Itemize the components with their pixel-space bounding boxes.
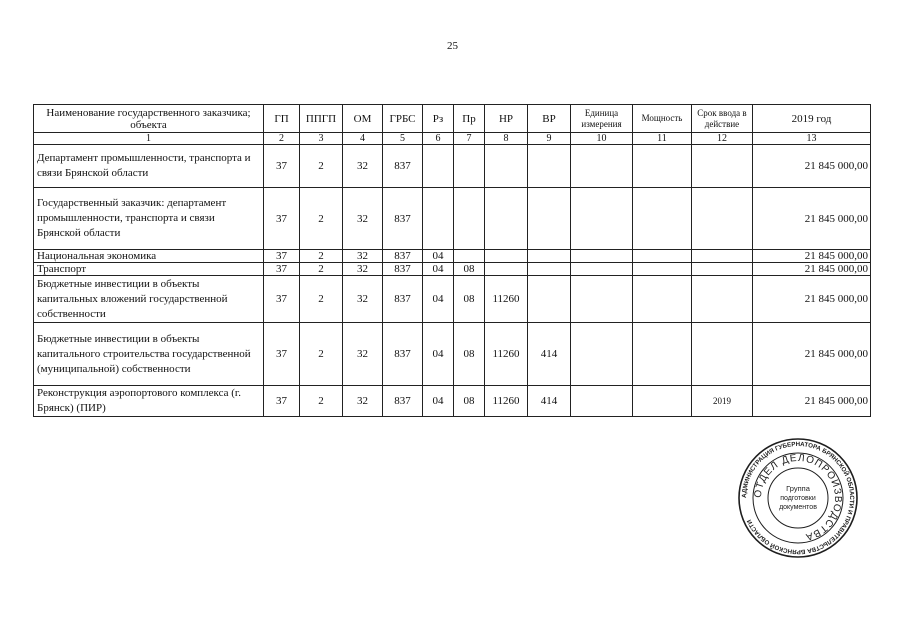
cell-capacity — [633, 276, 692, 323]
header-om: ОМ — [343, 105, 383, 133]
cell-pr — [454, 188, 485, 250]
cell-capacity — [633, 145, 692, 188]
table-row — [34, 386, 871, 417]
cell-grbs: 837 — [383, 323, 423, 386]
cell-om: 32 — [343, 145, 383, 188]
cell-grbs: 837 — [383, 145, 423, 188]
cell-commission — [692, 188, 753, 250]
header-nr: НР — [485, 105, 528, 133]
cell-gp: 37 — [264, 188, 300, 250]
cell-amount: 21 845 000,00 — [753, 386, 871, 417]
cell-capacity — [633, 263, 692, 276]
cell-nr — [485, 188, 528, 250]
cell-unit — [571, 386, 633, 417]
cell-unit — [571, 276, 633, 323]
column-number: 7 — [454, 133, 485, 145]
column-number: 5 — [383, 133, 423, 145]
cell-gp: 37 — [264, 145, 300, 188]
cell-ppgp: 2 — [300, 386, 343, 417]
table-row — [34, 188, 871, 250]
cell-ppgp: 2 — [300, 250, 343, 263]
column-number: 2 — [264, 133, 300, 145]
cell-rz — [423, 188, 454, 250]
cell-amount: 21 845 000,00 — [753, 263, 871, 276]
cell-capacity — [633, 323, 692, 386]
cell-vr: 414 — [528, 386, 571, 417]
cell-gp: 37 — [264, 276, 300, 323]
cell-vr — [528, 263, 571, 276]
column-number: 4 — [343, 133, 383, 145]
column-number: 13 — [753, 133, 871, 145]
cell-gp: 37 — [264, 323, 300, 386]
cell-unit — [571, 263, 633, 276]
cell-pr — [454, 145, 485, 188]
cell-rz — [423, 145, 454, 188]
cell-amount: 21 845 000,00 — [753, 250, 871, 263]
office-stamp — [737, 437, 859, 559]
column-number-row — [34, 133, 871, 145]
cell-amount: 21 845 000,00 — [753, 276, 871, 323]
row-name: Государственный заказчик: департамент промышленности, транспорта и связи Брянской области — [34, 188, 264, 250]
cell-nr — [485, 250, 528, 263]
cell-gp: 37 — [264, 263, 300, 276]
cell-om: 32 — [343, 276, 383, 323]
cell-commission: 2019 — [692, 386, 753, 417]
stamp-outer-text: АДМИНИСТРАЦИЯ ГУБЕРНАТОРА БРЯНСКОЙ ОБЛАСТИ И ПРАВИТЕЛЬСТВА БРЯНСКОЙ ОБЛАСТИ — [740, 440, 856, 556]
stamp-center-line2: подготовки — [780, 495, 816, 502]
header-capacity: Мощность — [633, 105, 692, 133]
cell-grbs: 837 — [383, 263, 423, 276]
header-vr: ВР — [528, 105, 571, 133]
row-name: Реконструкция аэропортового комплекса (г. Брянск) (ПИР) — [34, 386, 264, 417]
table-row — [34, 250, 871, 263]
stamp-ring-text: ОТДЕЛ ДЕЛОПРОИЗВОДСТВА — [752, 452, 844, 543]
cell-commission — [692, 250, 753, 263]
cell-capacity — [633, 250, 692, 263]
cell-grbs: 837 — [383, 250, 423, 263]
cell-vr: 414 — [528, 323, 571, 386]
cell-ppgp: 2 — [300, 323, 343, 386]
cell-pr — [454, 250, 485, 263]
page-number: 25 — [447, 40, 458, 52]
header-unit: Единица измерения — [571, 105, 633, 133]
column-number: 11 — [633, 133, 692, 145]
table-row — [34, 276, 871, 323]
table-row — [34, 323, 871, 386]
cell-gp: 37 — [264, 250, 300, 263]
column-number: 1 — [34, 133, 264, 145]
column-number: 6 — [423, 133, 454, 145]
cell-nr — [485, 145, 528, 188]
cell-om: 32 — [343, 263, 383, 276]
cell-rz: 04 — [423, 386, 454, 417]
cell-amount: 21 845 000,00 — [753, 188, 871, 250]
budget-table — [33, 104, 871, 417]
cell-nr: 11260 — [485, 386, 528, 417]
column-number: 8 — [485, 133, 528, 145]
cell-grbs: 837 — [383, 276, 423, 323]
cell-unit — [571, 323, 633, 386]
header-row — [34, 105, 871, 133]
cell-nr: 11260 — [485, 323, 528, 386]
cell-rz: 04 — [423, 263, 454, 276]
header-name: Наименование государственного заказчика; объекта — [34, 105, 264, 133]
cell-rz: 04 — [423, 323, 454, 386]
header-year: 2019 год — [753, 105, 871, 133]
cell-ppgp: 2 — [300, 145, 343, 188]
cell-unit — [571, 188, 633, 250]
cell-pr: 08 — [454, 276, 485, 323]
cell-commission — [692, 276, 753, 323]
header-pr: Пр — [454, 105, 485, 133]
cell-commission — [692, 263, 753, 276]
column-number: 9 — [528, 133, 571, 145]
row-name: Национальная экономика — [34, 250, 264, 263]
cell-pr: 08 — [454, 323, 485, 386]
cell-commission — [692, 323, 753, 386]
column-number: 10 — [571, 133, 633, 145]
cell-grbs: 837 — [383, 386, 423, 417]
cell-om: 32 — [343, 188, 383, 250]
cell-unit — [571, 145, 633, 188]
cell-amount: 21 845 000,00 — [753, 323, 871, 386]
column-number: 3 — [300, 133, 343, 145]
cell-grbs: 837 — [383, 188, 423, 250]
cell-ppgp: 2 — [300, 188, 343, 250]
cell-gp: 37 — [264, 386, 300, 417]
table-row — [34, 145, 871, 188]
cell-nr: 11260 — [485, 276, 528, 323]
cell-om: 32 — [343, 250, 383, 263]
row-name: Бюджетные инвестиции в объекты капитального строительства государственной (муниципальной) собственности — [34, 323, 264, 386]
table-row — [34, 263, 871, 276]
cell-ppgp: 2 — [300, 276, 343, 323]
cell-pr: 08 — [454, 263, 485, 276]
cell-capacity — [633, 188, 692, 250]
cell-vr — [528, 188, 571, 250]
cell-capacity — [633, 386, 692, 417]
cell-unit — [571, 250, 633, 263]
row-name: Бюджетные инвестиции в объекты капитальных вложений государственной собственности — [34, 276, 264, 323]
column-number: 12 — [692, 133, 753, 145]
row-name: Транспорт — [34, 263, 264, 276]
cell-ppgp: 2 — [300, 263, 343, 276]
stamp-center-line3: документов — [779, 504, 817, 511]
header-rz: Рз — [423, 105, 454, 133]
header-gp: ГП — [264, 105, 300, 133]
cell-amount: 21 845 000,00 — [753, 145, 871, 188]
cell-om: 32 — [343, 386, 383, 417]
cell-nr — [485, 263, 528, 276]
cell-vr — [528, 276, 571, 323]
cell-rz: 04 — [423, 276, 454, 323]
cell-rz: 04 — [423, 250, 454, 263]
cell-vr — [528, 250, 571, 263]
header-ppgp: ППГП — [300, 105, 343, 133]
header-commission: Срок ввода в действие — [692, 105, 753, 133]
cell-commission — [692, 145, 753, 188]
stamp-center-line1: Группа — [786, 484, 810, 493]
header-grbs: ГРБС — [383, 105, 423, 133]
row-name: Департамент промышленности, транспорта и связи Брянской области — [34, 145, 264, 188]
cell-pr: 08 — [454, 386, 485, 417]
cell-vr — [528, 145, 571, 188]
cell-om: 32 — [343, 323, 383, 386]
